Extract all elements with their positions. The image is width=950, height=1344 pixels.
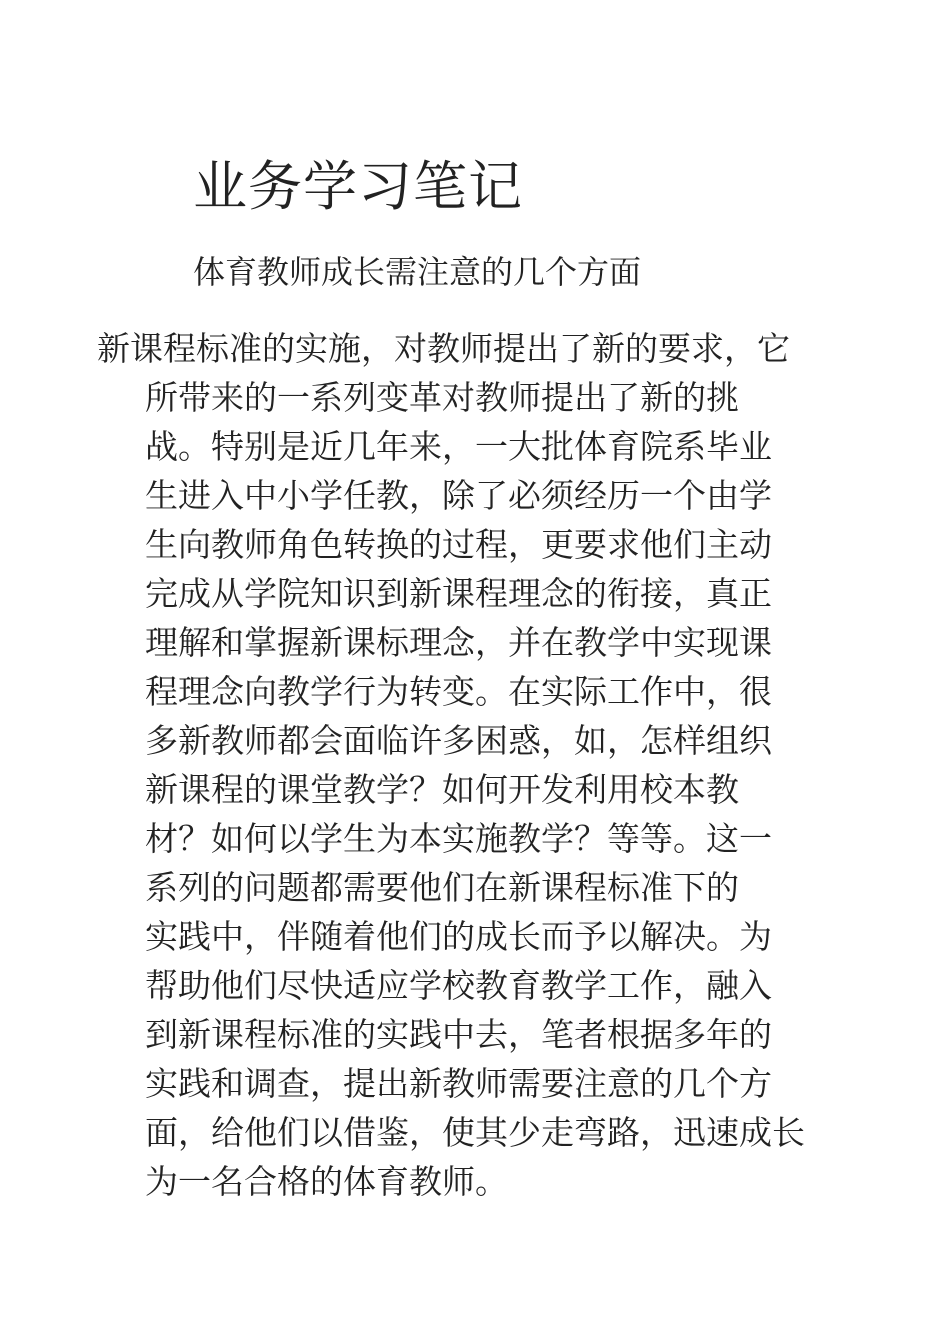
paragraph-line: 战。特别是近几年来，一大批体育院系毕业 <box>145 427 772 466</box>
document-title: 业务学习笔记 <box>193 155 523 218</box>
paragraph-line: 新课程的课堂教学？如何开发利用校本教 <box>145 770 739 809</box>
paragraph-line: 程理念向教学行为转变。在实际工作中，很 <box>145 672 772 711</box>
paragraph-line: 材？如何以学生为本实施教学？等等。这一 <box>145 819 772 858</box>
paragraph-line: 多新教师都会面临许多困惑，如，怎样组织 <box>145 721 772 760</box>
paragraph-line: 系列的问题都需要他们在新课程标准下的 <box>145 868 739 907</box>
paragraph-line: 生进入中小学任教，除了必须经历一个由学 <box>145 476 772 515</box>
document-subtitle: 体育教师成长需注意的几个方面 <box>193 253 642 291</box>
paragraph-line: 为一名合格的体育教师。 <box>145 1162 508 1201</box>
paragraph-line: 实践中，伴随着他们的成长而予以解决。为 <box>145 917 772 956</box>
paragraph-line: 实践和调查，提出新教师需要注意的几个方 <box>145 1064 772 1103</box>
paragraph-line: 面，给他们以借鉴，使其少走弯路，迅速成长 <box>145 1113 805 1152</box>
paragraph-line: 生向教师角色转换的过程，更要求他们主动 <box>145 525 772 564</box>
paragraph-line: 理解和掌握新课标理念，并在教学中实现课 <box>145 623 772 662</box>
paragraph-line: 完成从学院知识到新课程理念的衔接，真正 <box>145 574 772 613</box>
paragraph-line: 到新课程标准的实践中去，笔者根据多年的 <box>145 1015 772 1054</box>
paragraph-line: 帮助他们尽快适应学校教育教学工作，融入 <box>145 966 772 1005</box>
paragraph-line: 所带来的一系列变革对教师提出了新的挑 <box>145 378 739 417</box>
paragraph-line: 新课程标准的实施，对教师提出了新的要求，它 <box>97 329 790 368</box>
